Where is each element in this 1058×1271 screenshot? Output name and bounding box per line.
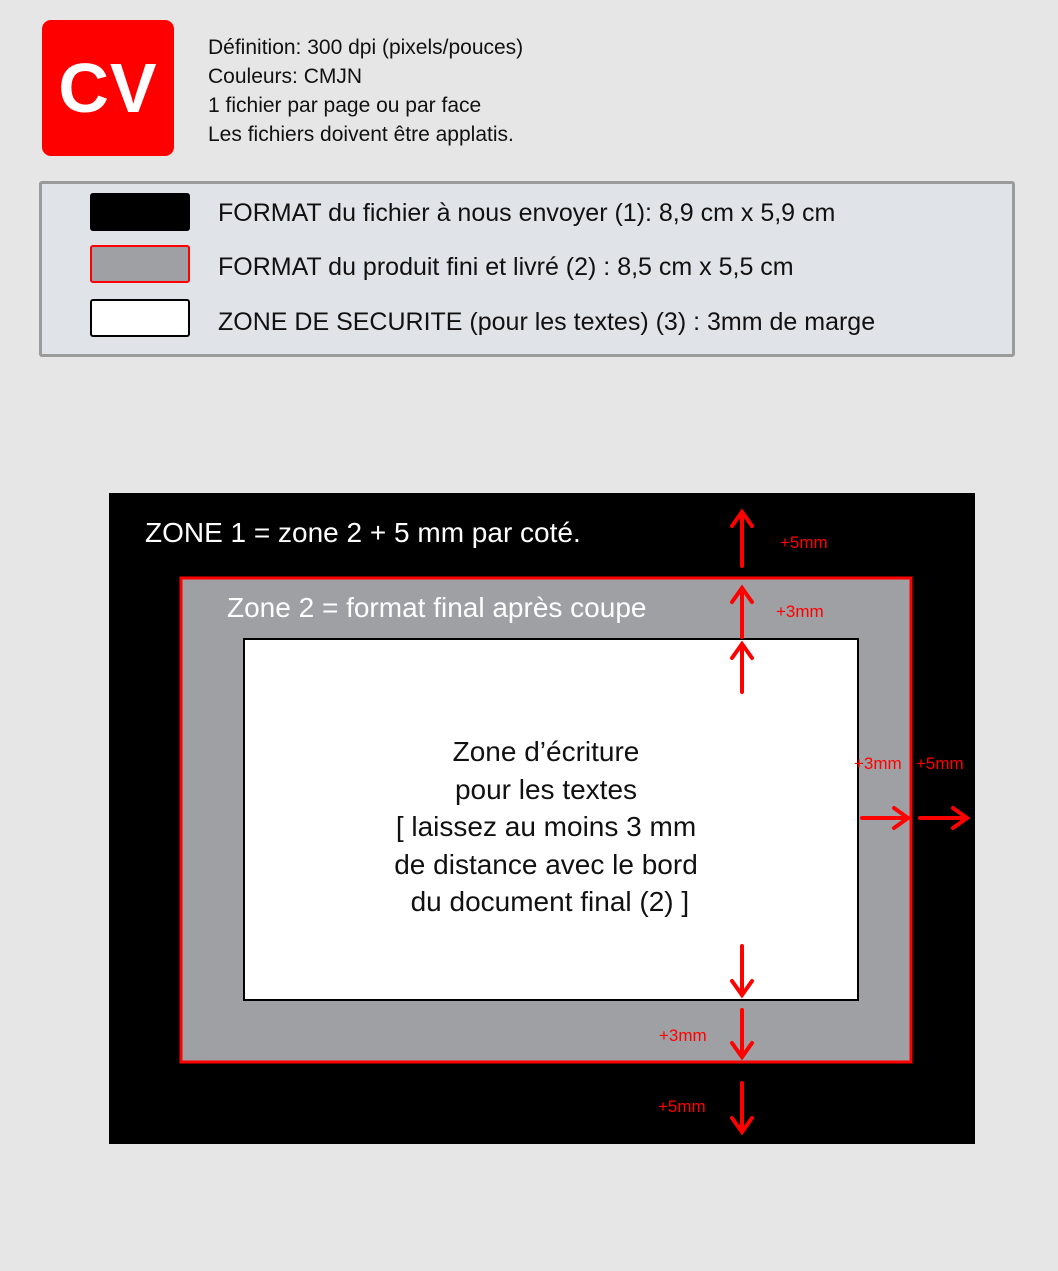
zone3-line-2: pour les textes [454, 774, 638, 805]
legend-label-safety-zone: ZONE DE SECURITE (pour les textes) (3) : 3mm de marge [218, 308, 876, 336]
margin-right-inner: +3mm [854, 754, 902, 773]
zone2-label: Zone 2 = format final après coupe [227, 592, 647, 623]
zone3-line-1: Zone d’écriture [452, 736, 640, 767]
margin-top-outer: +5mm [780, 533, 828, 552]
margin-right-outer: +5mm [916, 754, 964, 773]
zone3-line-5: du document final (2) ] [402, 886, 690, 917]
legend-label-file-format: FORMAT du fichier à nous envoyer (1): 8,9 cm x 5,9 cm [218, 199, 836, 227]
zone3-line-4: de distance avec le bord [394, 849, 698, 880]
spec-flatten: Les fichiers doivent être applatis. [208, 123, 514, 146]
spec-files: 1 fichier par page ou par face [208, 94, 482, 117]
margin-bottom-outer: +5mm [658, 1097, 706, 1116]
logo-text: CV [58, 49, 158, 127]
spec-resolution: Définition: 300 dpi (pixels/pouces) [208, 36, 524, 59]
zone1-label: ZONE 1 = zone 2 + 5 mm par coté. [145, 517, 581, 548]
legend-label-final-format: FORMAT du produit fini et livré (2) : 8,5 cm x 5,5 cm [218, 253, 794, 281]
margin-bottom-inner: +3mm [659, 1026, 707, 1045]
zone3-line-3: [ laissez au moins 3 mm [395, 811, 697, 842]
margin-top-inner: +3mm [776, 602, 824, 621]
spec-colors: Couleurs: CMJN [208, 65, 363, 88]
